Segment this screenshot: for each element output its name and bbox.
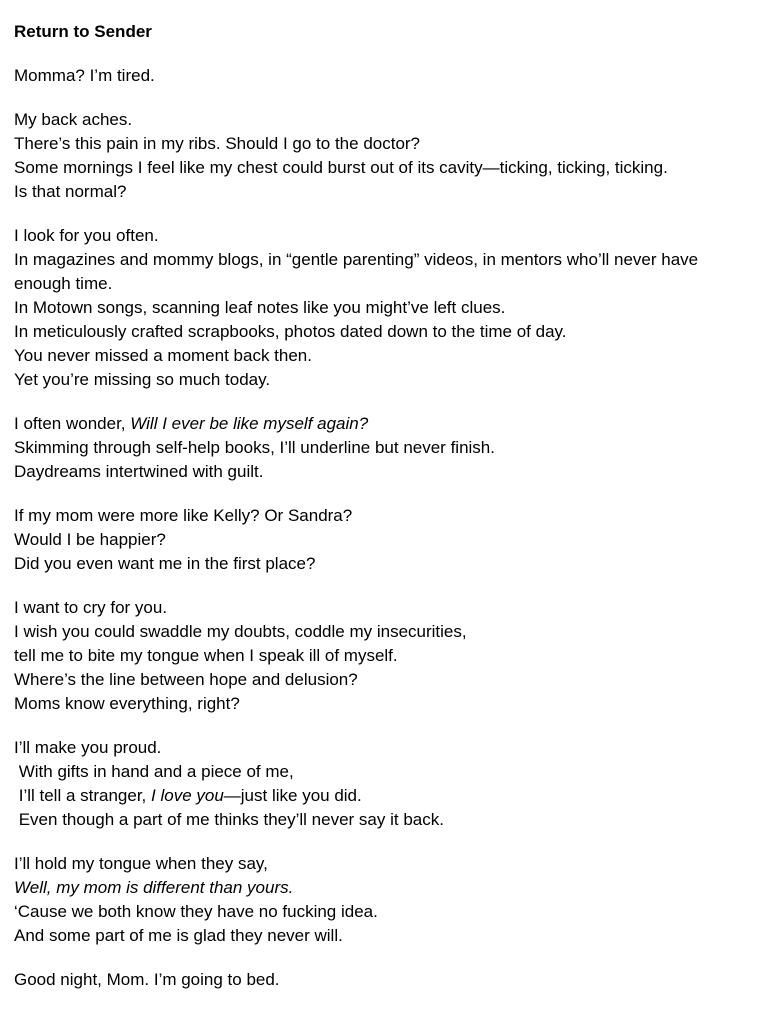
italic-phrase: Well, my mom is different than yours. [14, 878, 294, 897]
stanza-2 [14, 108, 759, 204]
stanza-5 [14, 504, 759, 576]
poem-line: Momma? I’m tired. [14, 66, 155, 85]
poem-line: Skimming through self-help books, I’ll underline but never finish. [14, 438, 495, 457]
poem-line: Yet you’re missing so much today. [14, 370, 271, 389]
stanza-8 [14, 852, 759, 948]
poem-line: I look for you often. [14, 226, 159, 245]
poem-line: You never missed a moment back then. [14, 346, 312, 365]
poem-line: I want to cry for you. [14, 598, 168, 617]
line-segment: I often wonder, [14, 414, 131, 433]
stanza-1 [14, 64, 759, 88]
poem-line: In magazines and mommy blogs, in “gentle parenting” videos, in mentors who’ll never have enough time. [14, 250, 699, 293]
poem-line: I’ll make you proud. [14, 738, 162, 757]
poem-line: Is that normal? [14, 182, 127, 201]
stanza-7 [14, 736, 759, 832]
poem-line: Where’s the line between hope and delusion? [14, 670, 358, 689]
poem-body [14, 64, 759, 992]
poem-line [14, 784, 759, 808]
poem-line: If my mom were more like Kelly? Or Sandra? [14, 506, 353, 525]
poem-line: tell me to bite my tongue when I speak ill of myself. [14, 646, 398, 665]
poem-line: ‘Cause we both know they have no fucking idea. [14, 902, 378, 921]
line-segment: I’ll tell a stranger, [14, 786, 152, 805]
poem-line: In meticulously crafted scrapbooks, photos dated down to the time of day. [14, 322, 567, 341]
stanza-6 [14, 596, 759, 716]
poem-line: In Motown songs, scanning leaf notes like you might’ve left clues. [14, 298, 506, 317]
line-segment: —just like you did. [223, 786, 362, 805]
poem-line: Good night, Mom. I’m going to bed. [14, 970, 280, 989]
italic-phrase: Will I ever be like myself again? [130, 414, 369, 433]
stanza-3 [14, 224, 759, 392]
poem-line: I wish you could swaddle my doubts, coddle my insecurities, [14, 622, 467, 641]
poem-line: Even though a part of me thinks they’ll never say it back. [14, 810, 444, 829]
stanza-9 [14, 968, 759, 992]
poem-line: There’s this pain in my ribs. Should I go to the doctor? [14, 134, 421, 153]
poem-line: Did you even want me in the first place? [14, 554, 316, 573]
poem-line [14, 412, 759, 436]
poem-title: Return to Sender [14, 22, 152, 41]
poem-line: My back aches. [14, 110, 133, 129]
italic-phrase: I love you [151, 786, 224, 805]
poem-line: I’ll hold my tongue when they say, [14, 854, 268, 873]
poem-line [14, 876, 759, 900]
poem-line: Would I be happier? [14, 530, 166, 549]
poem-line: Some mornings I feel like my chest could burst out of its cavity—ticking, ticking, ticking. [14, 158, 668, 177]
stanza-4 [14, 412, 759, 484]
poem-line: Daydreams intertwined with guilt. [14, 462, 264, 481]
poem-line: With gifts in hand and a piece of me, [14, 762, 294, 781]
poem-line: And some part of me is glad they never will. [14, 926, 343, 945]
poem-line: Moms know everything, right? [14, 694, 240, 713]
